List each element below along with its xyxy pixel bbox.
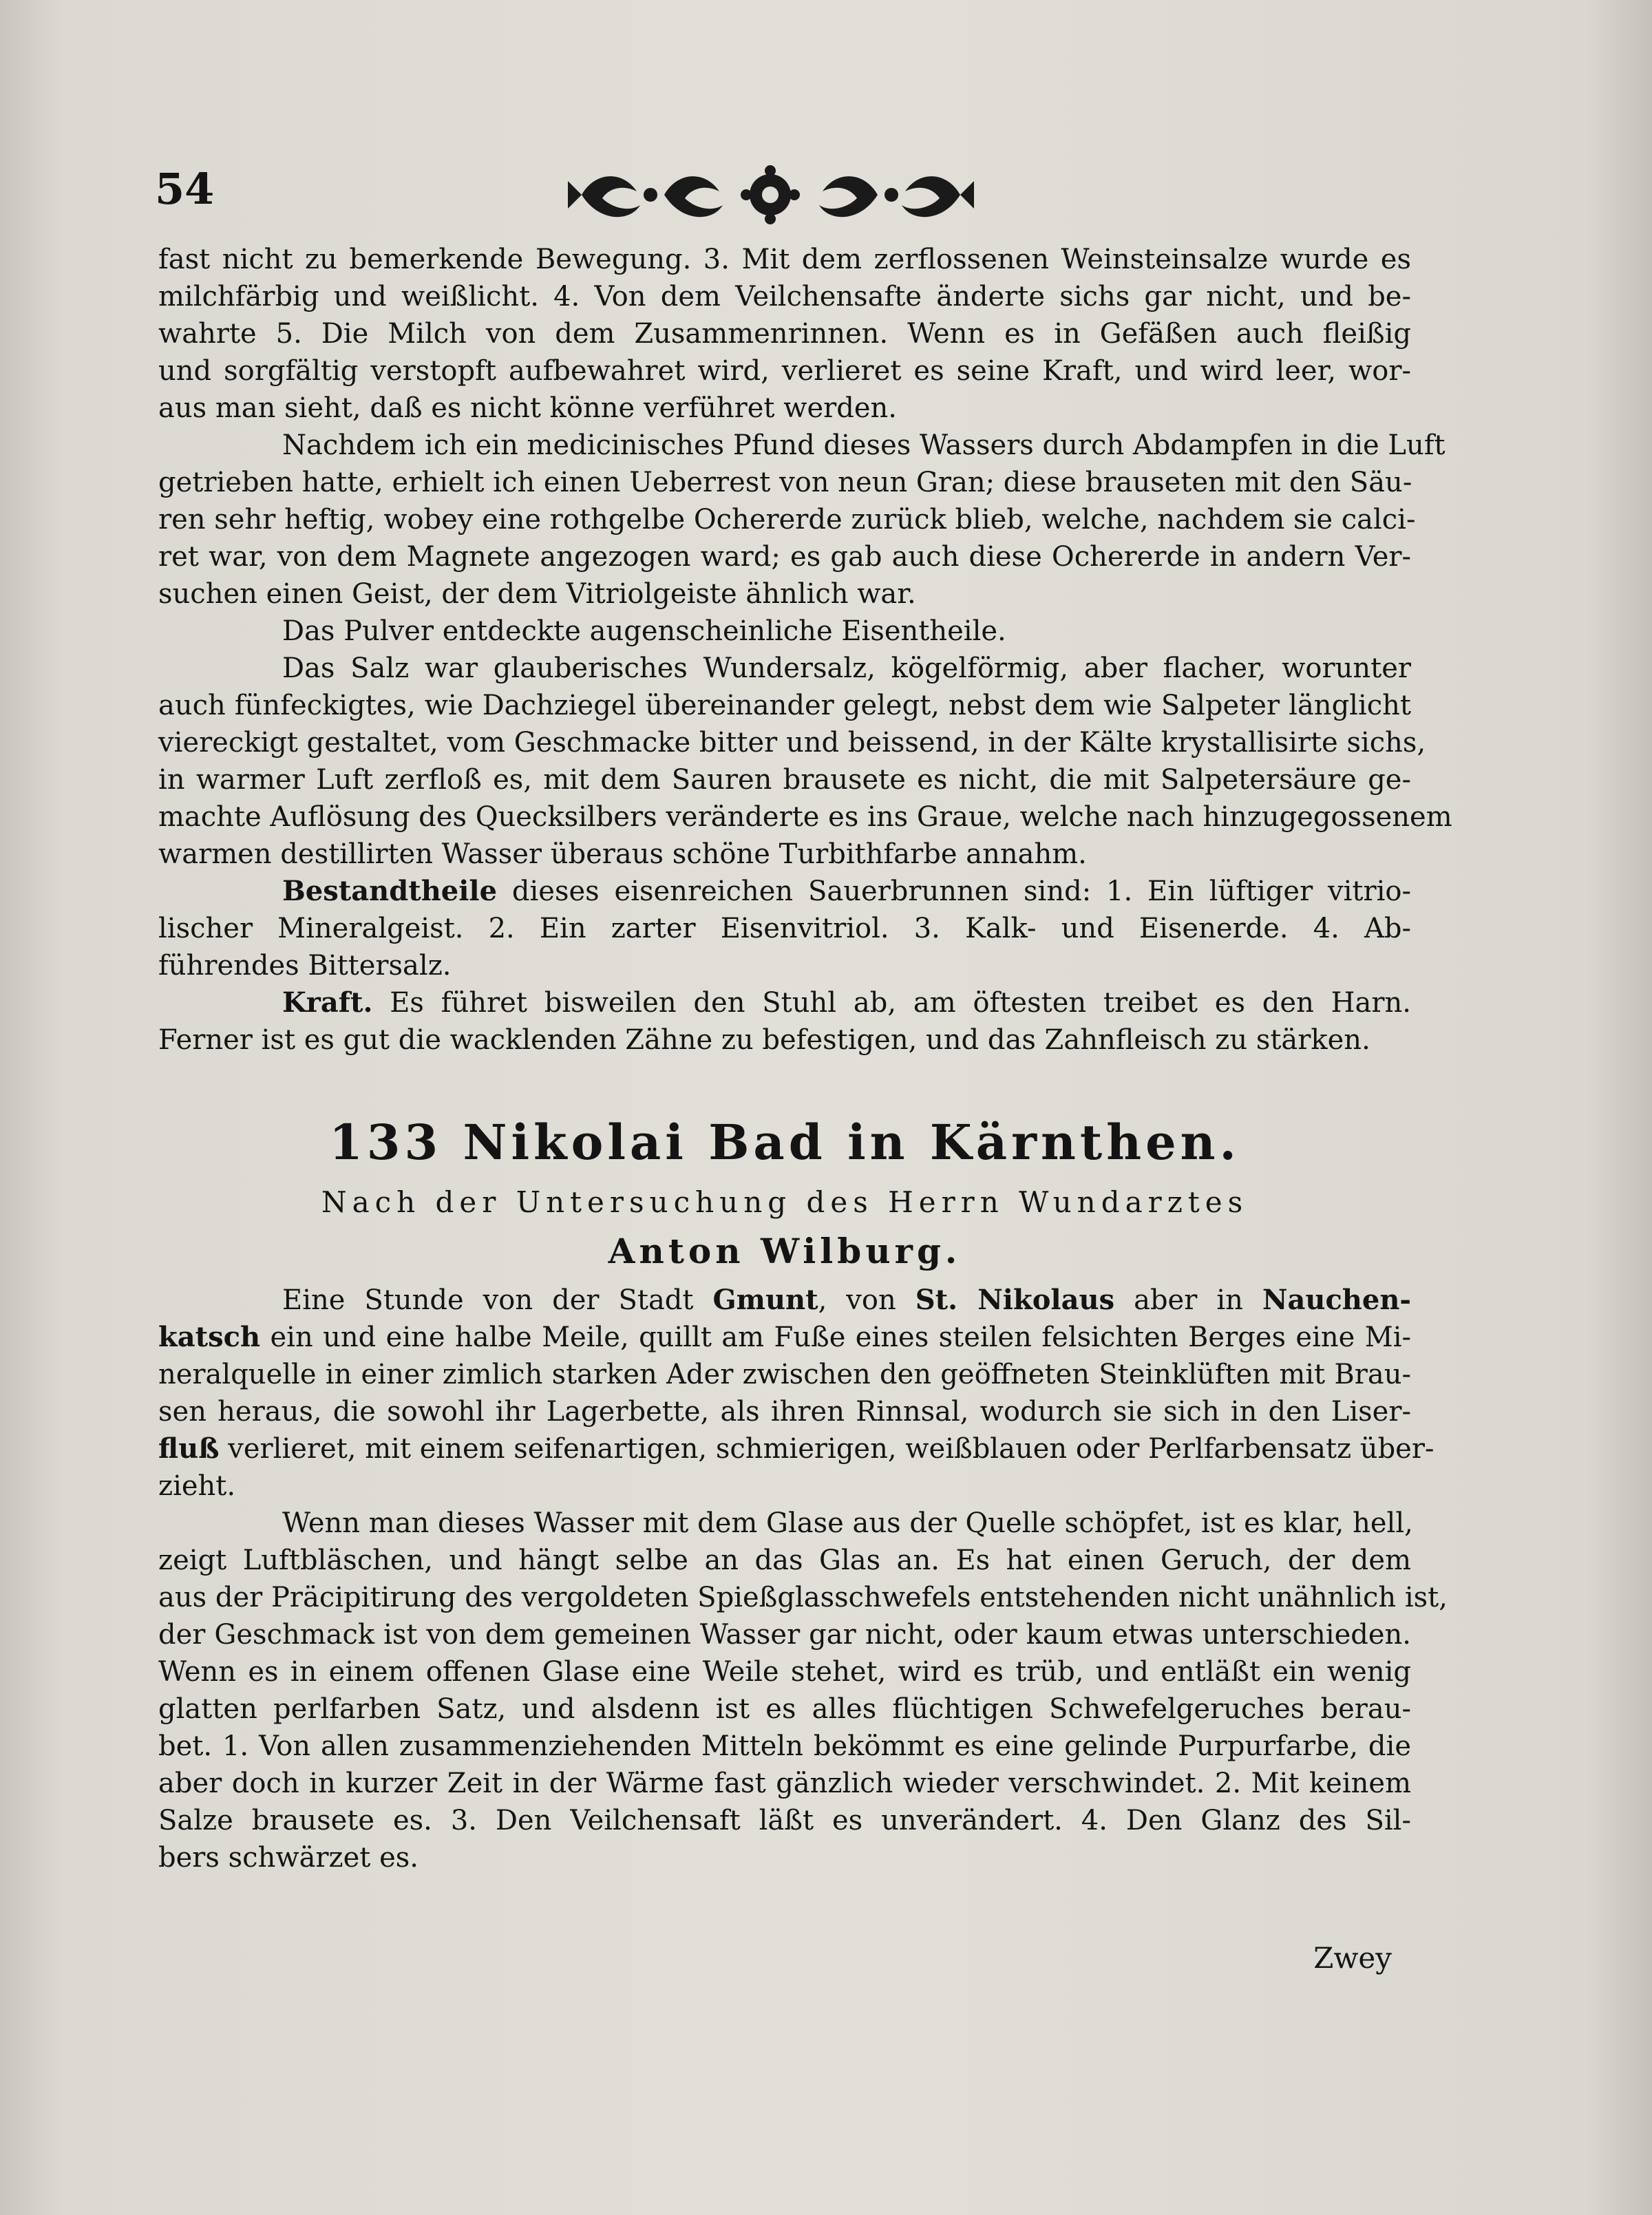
text-line xyxy=(158,1282,1411,1319)
text-line: ret war, von dem Magnete angezogen ward; es gab auch diese Ochererde in andern Ver- xyxy=(158,541,1411,573)
text-line xyxy=(158,873,1411,910)
bestandtheile-text: dieses eisenreichen Sauerbrunnen sind: 1. Ein lüftiger vitrio- xyxy=(497,876,1411,907)
text-line: lischer Mineralgeist. 2. Ein zarter Eisenvitriol. 3. Kalk- und Eisenerde. 4. Ab- xyxy=(158,913,1411,944)
kraft-text: Es führet bisweilen den Stuhl ab, am öftesten treibet es den Harn. xyxy=(372,987,1411,1019)
text-line: wahrte 5. Die Milch von dem Zusammenrinnen. Wenn es in Gefäßen auch fleißig xyxy=(158,318,1411,350)
text-line: Wenn es in einem offenen Glase eine Weile stehet, wird es trüb, und entläßt ein wenig xyxy=(158,1656,1411,1688)
text-line: viereckigt gestaltet, vom Geschmacke bitter und beissend, in der Kälte krystallisirte sichs, xyxy=(158,727,1426,759)
text-line: bet. 1. Von allen zusammenziehenden Mitteln bekömmt es eine gelinde Purpurfarbe, die xyxy=(158,1730,1411,1762)
page-number: 54 xyxy=(155,164,215,214)
place-name: St. Nikolaus xyxy=(915,1284,1115,1316)
section-author: Anton Wilburg. xyxy=(608,1231,962,1271)
catchword: Zwey xyxy=(1313,1941,1392,1975)
text-line: aus der Präcipitirung des vergoldeten Spießglasschwefels entstehenden nicht unähnlich ist, xyxy=(158,1582,1448,1613)
body-text-bottom xyxy=(158,1282,1448,1876)
text-line: in warmer Luft zerfloß es, mit dem Sauren brausete es nicht, die mit Salpetersäure ge- xyxy=(158,764,1411,796)
text-run: Eine Stunde von der Stadt xyxy=(282,1284,713,1316)
text-line: der Geschmack ist von dem gemeinen Wasser gar nicht, oder kaum etwas unterschieden. xyxy=(158,1619,1411,1651)
text-run: , von xyxy=(818,1284,915,1316)
place-name: Gmunt xyxy=(712,1284,818,1316)
text-line: Wenn man dieses Wasser mit dem Glase aus der Quelle schöpfet, ist es klar, hell, xyxy=(282,1507,1413,1539)
text-line: getrieben hatte, erhielt ich einen Ueberrest von neun Gran; diese brauseten mit den Säu- xyxy=(158,467,1412,498)
text-line: machte Auflösung des Quecksilbers veränderte es ins Graue, welche nach hinzugegossenem xyxy=(158,801,1452,833)
text-line xyxy=(158,1319,1411,1356)
text-line: Salze brausete es. 3. Den Veilchensaft läßt es unverändert. 4. Den Glanz des Sil- xyxy=(158,1805,1411,1836)
text-run: zieht. xyxy=(158,1470,236,1502)
text-line: auch fünfeckigtes, wie Dachziegel übereinander gelegt, nebst dem wie Salpeter länglicht xyxy=(158,690,1411,721)
text-line: Das Salz war glauberisches Wundersalz, kögelförmig, aber flacher, worunter xyxy=(282,653,1411,684)
ornament-icon xyxy=(155,157,1435,233)
text-line: Das Pulver entdeckte augenscheinliche Eisentheile. xyxy=(282,615,1006,647)
kraft-label: Kraft. xyxy=(282,986,373,1019)
text-line: suchen einen Geist, der dem Vitriolgeiste ähnlich war. xyxy=(158,578,916,610)
text-run: sen heraus, die sowohl ihr Lagerbette, als ihren Rinnsal, wodurch sie sich in den Liser- xyxy=(158,1396,1411,1428)
text-run: neralquelle in einer zimlich starken Ader zwischen den geöffneten Steinklüften mit Brau- xyxy=(158,1359,1411,1390)
text-line: warmen destillirten Wasser überaus schöne Turbithfarbe annahm. xyxy=(158,838,1087,870)
text-line: Nachdem ich ein medicinisches Pfund dieses Wassers durch Abdampfen in die Luft xyxy=(282,430,1446,461)
text-line: führendes Bittersalz. xyxy=(158,950,452,982)
text-line xyxy=(158,1430,1434,1467)
section-title: 133 Nikolai Bad in Kärnthen. xyxy=(329,1114,1240,1171)
place-name: fluß xyxy=(158,1432,220,1465)
text-run: verlieret, mit einem seifenartigen, schmierigen, weißblauen oder Perlfarbensatz über- xyxy=(219,1433,1434,1465)
text-line: zeigt Luftbläschen, und hängt selbe an das Glas an. Es hat einen Geruch, der dem xyxy=(158,1545,1411,1576)
text-line xyxy=(158,1356,1411,1393)
text-line: und sorgfältig verstopft aufbewahret wird, verlieret es seine Kraft, und wird leer, wor- xyxy=(158,355,1411,387)
text-line: milchfärbig und weißlicht. 4. Von dem Veilchensafte änderte sichs gar nicht, und be- xyxy=(158,281,1411,312)
intro-paragraph xyxy=(158,1282,1434,1505)
text-line xyxy=(158,1467,1411,1505)
section-subtitle: Nach der Untersuchung des Herrn Wundarztes xyxy=(321,1185,1249,1219)
text-line xyxy=(158,1393,1411,1430)
text-line: Ferner ist es gut die wacklenden Zähne zu befestigen, und das Zahnfleisch zu stärken. xyxy=(158,1024,1370,1056)
text-line xyxy=(158,984,1411,1021)
running-head xyxy=(155,157,1435,233)
text-line: fast nicht zu bemerkende Bewegung. 3. Mit dem zerflossenen Weinsteinsalze wurde es xyxy=(158,244,1411,275)
bestandtheile-label: Bestandtheile xyxy=(282,875,498,907)
place-name: Nauchen- xyxy=(1262,1284,1412,1316)
text-run: ein und eine halbe Meile, quillt am Fuße eines steilen felsichten Berges eine Mi- xyxy=(260,1322,1411,1353)
place-name: katsch xyxy=(158,1321,261,1353)
text-line: aus man sieht, daß es nicht könne verführet werden. xyxy=(158,392,897,424)
text-line: bers schwärzet es. xyxy=(158,1842,419,1874)
text-line: ren sehr heftig, wobey eine rothgelbe Ochererde zurück blieb, welche, nachdem sie calci- xyxy=(158,504,1416,536)
text-line: glatten perlfarben Satz, und alsdenn ist es alles flüchtigen Schwefelgeruches berau- xyxy=(158,1693,1411,1725)
text-line: aber doch in kurzer Zeit in der Wärme fast gänzlich wieder verschwindet. 2. Mit keinem xyxy=(158,1768,1411,1799)
body-text-top xyxy=(158,241,1452,1059)
text-run: aber in xyxy=(1114,1284,1262,1316)
